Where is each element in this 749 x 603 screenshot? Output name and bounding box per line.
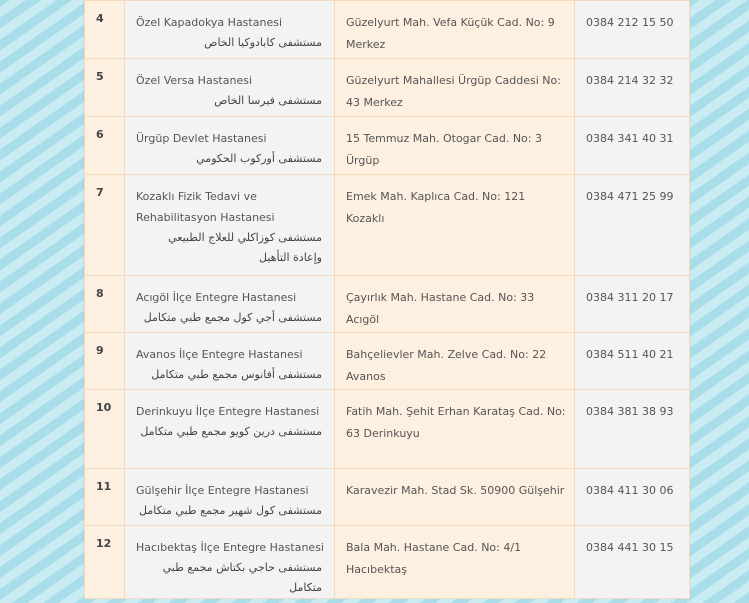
hospital-address: Çayırlık Mah. Hastane Cad. No: 33 Acıgöl [346, 291, 535, 326]
table-row [85, 117, 690, 175]
hospital-name-arabic: مستشفى كوزاكلي للعلاج الطبيعي وإعادة التأهيل [168, 231, 322, 264]
hospital-name-turkish: Hacıbektaş İlçe Entegre Hastanesi [136, 541, 324, 554]
address-cell [335, 526, 575, 599]
phone-cell [575, 276, 690, 333]
row-number: 7 [85, 175, 125, 276]
hospital-name-turkish: Özel Kapadokya Hastanesi [136, 16, 282, 29]
table-row [85, 469, 690, 526]
hospital-name-cell [125, 526, 335, 599]
hospital-table [84, 0, 690, 599]
hospital-name-arabic: مستشفى درين كويو مجمع طبي متكامل [140, 425, 322, 438]
hospital-name-cell [125, 469, 335, 526]
hospital-name-arabic: مستشفى كابادوكيا الخاص [204, 36, 322, 49]
row-number: 9 [85, 333, 125, 390]
address-cell [335, 390, 575, 469]
phone-cell [575, 333, 690, 390]
hospital-phone[interactable]: 0384 214 32 32 [586, 74, 674, 87]
phone-cell [575, 390, 690, 469]
hospital-name-cell [125, 59, 335, 117]
hospital-phone[interactable]: 0384 441 30 15 [586, 541, 674, 554]
hospital-address: Güzelyurt Mahallesi Ürgüp Caddesi No: 43 Merkez [346, 74, 561, 109]
hospital-name-arabic: مستشفى فيرسا الخاص [214, 94, 322, 107]
row-number: 4 [85, 1, 125, 59]
hospital-address: Güzelyurt Mah. Vefa Küçük Cad. No: 9 Merkez [346, 16, 555, 51]
row-number: 12 [85, 526, 125, 599]
hospital-name-arabic: مستشفى أجي كول مجمع طبي متكامل [143, 311, 322, 324]
hospital-phone[interactable]: 0384 511 40 21 [586, 348, 674, 361]
table-row [85, 59, 690, 117]
row-number: 10 [85, 390, 125, 469]
row-number: 11 [85, 469, 125, 526]
hospital-address: Karavezir Mah. Stad Sk. 50900 Gülşehir [346, 484, 565, 497]
address-cell [335, 276, 575, 333]
hospital-name-cell [125, 276, 335, 333]
hospital-address: 15 Temmuz Mah. Otogar Cad. No: 3 Ürgüp [346, 132, 542, 167]
hospital-table-container [84, 0, 689, 594]
hospital-name-arabic: مستشفى كول شهير مجمع طبي متكامل [139, 504, 322, 517]
table-row [85, 1, 690, 59]
hospital-address: Fatih Mah. Şehit Erhan Karataş Cad. No: 63 Derinkuyu [346, 405, 566, 440]
phone-cell [575, 526, 690, 599]
hospital-name-turkish: Avanos İlçe Entegre Hastanesi [136, 348, 303, 361]
hospital-name-turkish: Özel Versa Hastanesi [136, 74, 253, 87]
hospital-phone[interactable]: 0384 471 25 99 [586, 190, 674, 203]
table-row [85, 276, 690, 333]
hospital-name-turkish: Ürgüp Devlet Hastanesi [136, 132, 267, 145]
hospital-phone[interactable]: 0384 411 30 06 [586, 484, 674, 497]
hospital-phone[interactable]: 0384 212 15 50 [586, 16, 674, 29]
hospital-name-cell [125, 117, 335, 175]
hospital-phone[interactable]: 0384 381 38 93 [586, 405, 674, 418]
hospital-name-turkish: Derinkuyu İlçe Entegre Hastanesi [136, 405, 320, 418]
hospital-address: Emek Mah. Kaplıca Cad. No: 121 Kozaklı [346, 190, 526, 225]
hospital-name-turkish: Kozaklı Fizik Tedavi ve Rehabilitasyon Hastanesi [136, 190, 275, 224]
address-cell [335, 469, 575, 526]
row-number: 5 [85, 59, 125, 117]
hospital-name-cell [125, 175, 335, 276]
phone-cell [575, 1, 690, 59]
table-row [85, 175, 690, 276]
phone-cell [575, 175, 690, 276]
address-cell [335, 333, 575, 390]
address-cell [335, 1, 575, 59]
hospital-name-turkish: Acıgöl İlçe Entegre Hastanesi [136, 291, 297, 304]
phone-cell [575, 469, 690, 526]
address-cell [335, 59, 575, 117]
hospital-phone[interactable]: 0384 311 20 17 [586, 291, 674, 304]
hospital-name-cell [125, 1, 335, 59]
hospital-name-arabic: مستشفى أوركوب الحكومي [196, 152, 322, 165]
hospital-phone[interactable]: 0384 341 40 31 [586, 132, 674, 145]
hospital-name-turkish: Gülşehir İlçe Entegre Hastanesi [136, 484, 309, 497]
hospital-name-arabic: مستشفى أفانوس مجمع طبي متكامل [151, 368, 322, 381]
hospital-name-cell [125, 390, 335, 469]
row-number: 6 [85, 117, 125, 175]
table-row [85, 333, 690, 390]
address-cell [335, 117, 575, 175]
hospital-name-arabic: مستشفى حاجي بكتاش مجمع طبي متكامل [162, 561, 322, 594]
hospital-address: Bala Mah. Hastane Cad. No: 4/1 Hacıbektaş [346, 541, 522, 576]
phone-cell [575, 59, 690, 117]
table-row [85, 390, 690, 469]
phone-cell [575, 117, 690, 175]
table-row [85, 526, 690, 599]
hospital-name-cell [125, 333, 335, 390]
address-cell [335, 175, 575, 276]
row-number: 8 [85, 276, 125, 333]
hospital-address: Bahçelievler Mah. Zelve Cad. No: 22 Avanos [346, 348, 547, 383]
